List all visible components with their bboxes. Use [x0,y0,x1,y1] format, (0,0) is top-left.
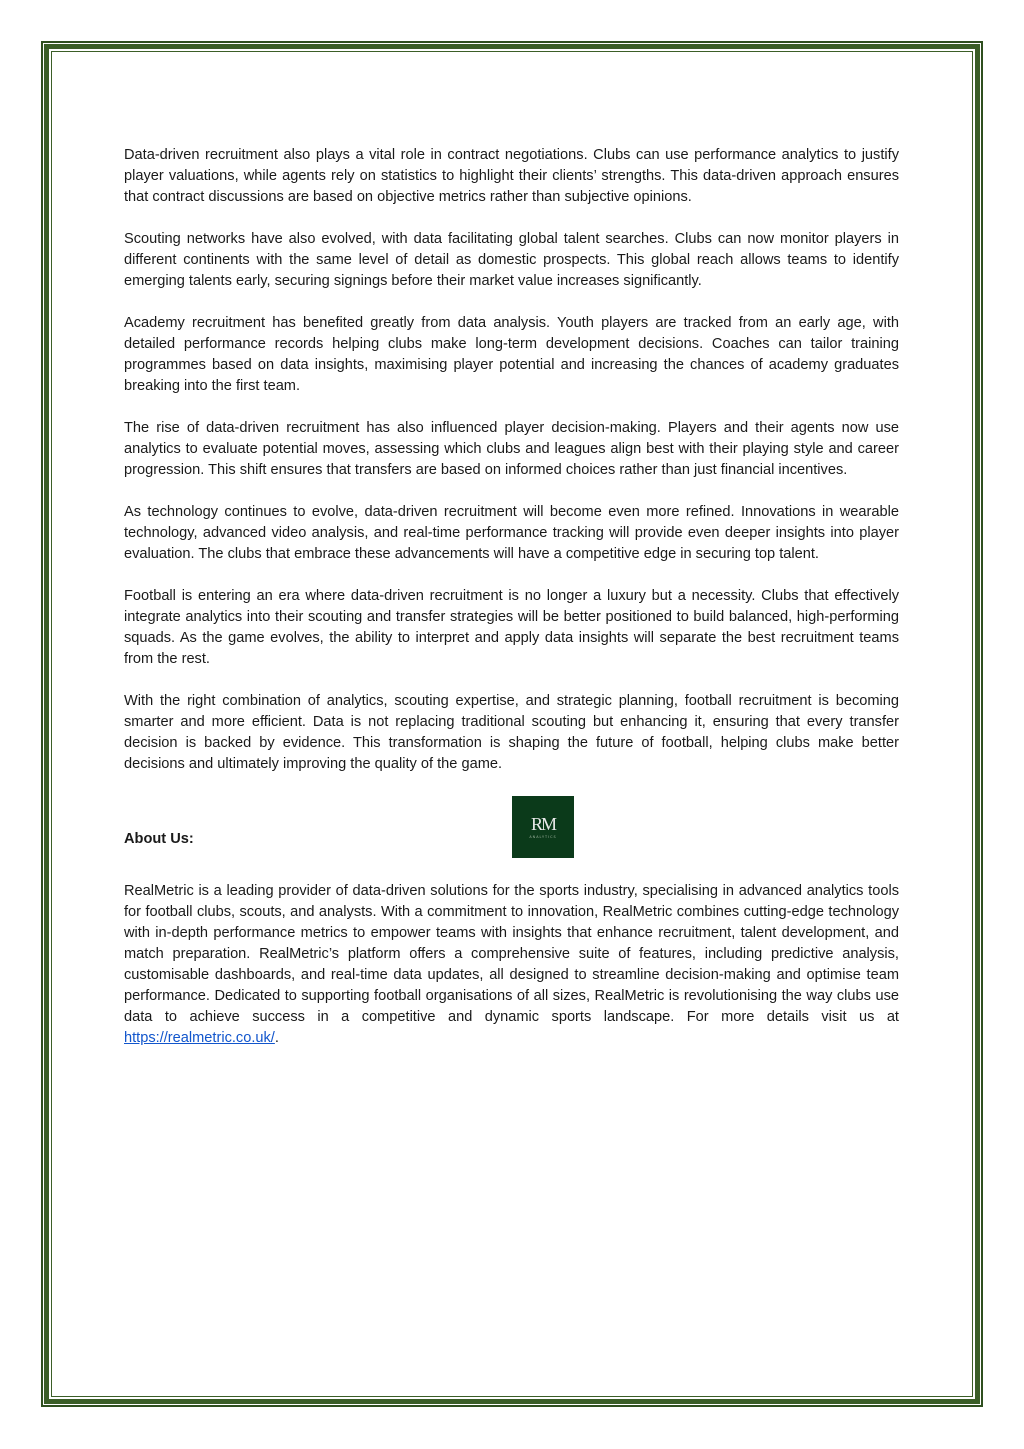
logo-mark: RM [530,814,555,834]
document-body [124,145,899,1070]
paragraph-academy-recruitment: Academy recruitment has benefited greatly from data analysis. Youth players are tracked from an early age, with detailed performance records helping clubs make long-term development decisions. Coaches can tailor training programmes based on data insights, maximising player potential and increasing the chances of academy graduates breaking into the first team. [124,315,899,394]
paragraph-right-combination: With the right combination of analytics, scouting expertise, and strategic planning, football recruitment is becoming smarter and more efficient. Data is not replacing traditional scouting but enhancing it, ensuring that every transfer decision is backed by evidence. This transformation is shaping the future of football, helping clubs make better decisions and ultimately improving the quality of the game. [124,693,899,772]
paragraph-player-decision-making: The rise of data-driven recruitment has also influenced player decision-making. Players and their agents now use analytics to evaluate potential moves, assessing which clubs and leagues align best with their playing style and career progression. This shift ensures that transfers are based on informed choices rather than just financial incentives. [124,420,899,478]
about-trailing-period: . [274,1030,279,1046]
paragraph-technology-evolution: As technology continues to evolve, data-driven recruitment will become even more refined. Innovations in wearable technology, advanced video analysis, and real-time performance tracking will provide even deeper insights into player evaluation. The clubs that embrace these advancements will have a competitive edge in securing top talent. [124,504,899,562]
about-paragraph [124,881,899,1049]
realmetric-logo [512,796,574,858]
paragraph-contract-negotiations: Data-driven recruitment also plays a vital role in contract negotiations. Clubs can use performance analytics to justify player valuations, while agents rely on statistics to highlight their clients’ strengths. This data-driven approach ensures that contract discussions are based on objective metrics rather than subjective opinions. [124,147,899,205]
about-body-text: RealMetric is a leading provider of data-driven solutions for the sports industry, specialising in advanced analytics tools for football clubs, scouts, and analysts. With a commitment to innovation, RealMetric combines cutting-edge technology with in-depth performance metrics to empower teams with insights that enhance recruitment, talent development, and match preparation. RealMetric’s platform offers a comprehensive suite of features, including predictive analysis, customisable dashboards, and real-time data updates, all designed to streamline decision-making and optimise team performance. Dedicated to supporting football organisations of all sizes, RealMetric is revolutionising the way clubs use data to achieve success in a competitive and dynamic sports landscape. For more details visit us at [124,883,899,1025]
paragraph-new-era: Football is entering an era where data-driven recruitment is no longer a luxury but a necessity. Clubs that effectively integrate analytics into their scouting and transfer strategies will be better positioned to build balanced, high-performing squads. As the game evolves, the ability to interpret and apply data insights will separate the best recruitment teams from the rest. [124,588,899,667]
paragraph-scouting-networks: Scouting networks have also evolved, with data facilitating global talent searches. Clubs can now monitor players in different continents with the same level of detail as domestic prospects. This global reach allows teams to identify emerging talents early, securing signings before their market value increases significantly. [124,231,899,289]
realmetric-website-link[interactable]: https://realmetric.co.uk/ [124,1030,275,1046]
about-header-row [124,796,899,860]
logo-subtext: ANALYTICS [529,835,557,839]
about-heading: About Us: [124,831,194,847]
